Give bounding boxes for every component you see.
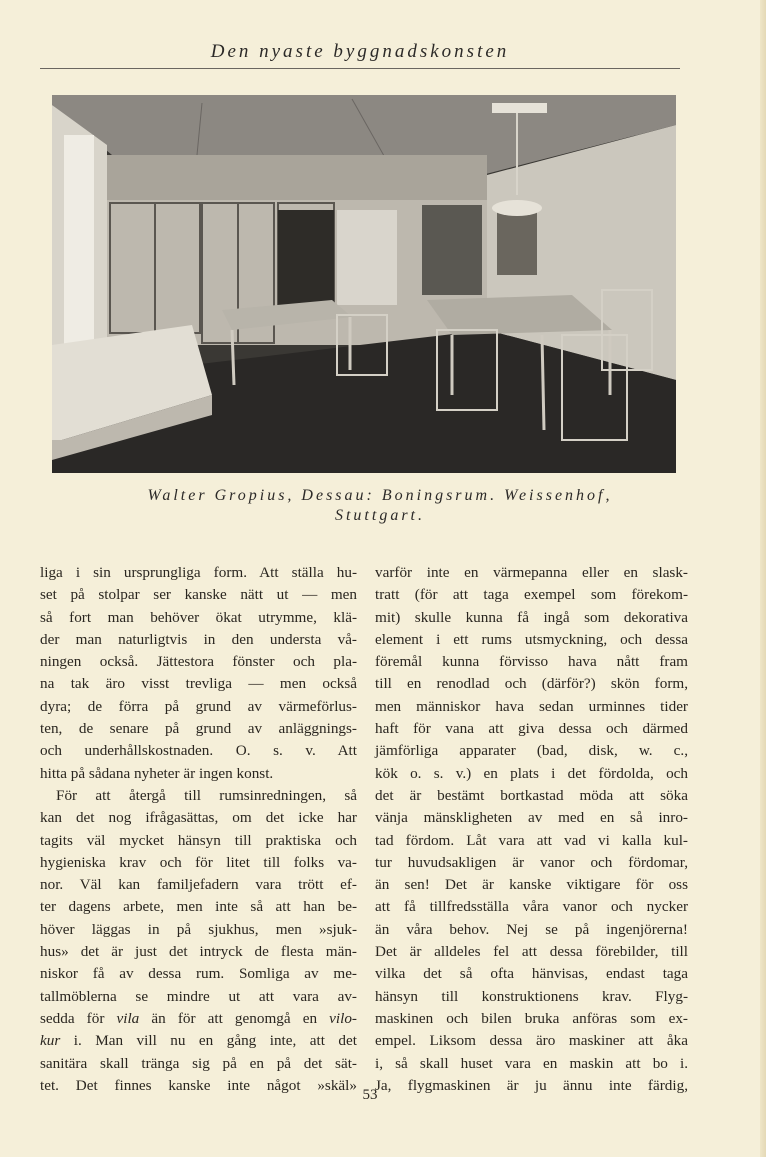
text-line: nor. Väl kan familjefadern vara trött ef- — [40, 876, 357, 894]
text-line: i, så skall huset vara en maskin att bo i. — [375, 1054, 688, 1072]
text-line: föremål kunna förvisso hava nått fram — [375, 653, 688, 671]
text-line: tratt (för att taga exempel som förekom- — [375, 586, 688, 604]
text-line: kan det nog ifrågasättas, om det icke har — [40, 809, 357, 827]
text-line: Det är alldeles fel att dessa förebilder, till — [375, 943, 688, 961]
interior-photograph — [52, 95, 676, 473]
page-edge — [760, 0, 766, 1157]
text-line: men människor hava sedan urminnes tider — [375, 697, 688, 715]
caption-line-1: Walter Gropius, Dessau: Boningsrum. Weissenhof, — [147, 487, 613, 504]
text-line: kök o. s. v.) en plats i det fördolda, och — [375, 764, 688, 782]
left-column — [40, 562, 357, 1097]
text-line: till en renodlad och (därför?) skön form, — [375, 675, 688, 693]
text-line: maskinen och bilen bruka anföras som ex- — [375, 1009, 688, 1027]
figure-caption — [60, 486, 700, 526]
text-line: ningen också. Jättestora fönster och pla- — [40, 653, 357, 671]
text-line: ter dagens arbete, men inte så att han be- — [40, 898, 357, 916]
text-line: haft för vana att giva dessa och därmed — [375, 720, 688, 738]
text-line: na tak äro visst trevliga — men också — [40, 675, 357, 693]
text-line: Ja, flygmaskinen är ju ännu inte färdig, — [375, 1076, 688, 1094]
text-line: empel. Liksom dessa äro maskiner att åka — [375, 1032, 688, 1050]
text-line: set på stolpar ser kanske nätt ut — men — [40, 586, 357, 604]
text-line: tallmöblerna se mindre ut att vara av- — [40, 987, 357, 1005]
text-line: än våra behov. Nej se på ingenjörerna! — [375, 920, 688, 938]
text-line: än sen! Det är kanske viktigare för oss — [375, 876, 688, 894]
right-column — [375, 562, 688, 1097]
text-line: tagits väl mycket hänsyn till praktiska och — [40, 831, 357, 849]
header-rule — [40, 68, 680, 69]
text-line: jämförliga apparater (bad, disk, w. c., — [375, 742, 688, 760]
text-line: hänsyn till konstruktionens krav. Flyg- — [375, 987, 688, 1005]
text-line: sedda för vila än för att genomgå en vilo- — [40, 1009, 357, 1027]
running-head: Den nyaste byggnadskonsten — [210, 41, 510, 62]
text-line: vilka det så ofta hänvisas, endast taga — [375, 965, 688, 983]
text-line: liga i sin ursprungliga form. Att ställa hu- — [40, 564, 357, 581]
text-line: tad fördom. Låt vara att vad vi kalla kul- — [375, 831, 688, 849]
text-line: tur huvudsakligen är vanor och fördomar, — [375, 853, 688, 871]
caption-line-2: Stuttgart. — [334, 507, 425, 524]
text-line: att få tillfredsställa våra vanor och nycker — [375, 898, 688, 916]
text-line: der man naturligtvis in den understa vå- — [40, 630, 357, 648]
text-line: hus» det är just det intryck de flesta män- — [40, 943, 357, 961]
text-line: tet. Det finnes kanske inte något »skäl» — [40, 1076, 357, 1094]
text-line: element i ett rums utsmyckning, och dessa — [375, 630, 688, 648]
text-line: ten, de senare på grund av anläggnings- — [40, 720, 357, 738]
text-line: hygieniska krav och för litet till folks va- — [40, 853, 357, 871]
text-line: dyra; de förra på grund av värmeförlus- — [40, 697, 357, 715]
text-line: så fort man behöver ökat utrymme, klä- — [40, 608, 357, 626]
text-line: sanitära skall tränga sig på en på det sät- — [40, 1054, 357, 1072]
text-line: hitta på sådana nyheter är ingen konst. — [40, 764, 274, 782]
text-line: För att återgå till rumsinredningen, så — [56, 786, 357, 804]
text-line: varför inte en värmepanna eller en slask- — [375, 564, 688, 581]
text-line: niskor få av dessa rum. Somliga av me- — [40, 965, 357, 983]
text-line: det är bestämt bortkastad möda att söka — [375, 786, 688, 804]
text-line: vänja mänskligheten av med en så inro- — [375, 809, 688, 827]
page-number: 53 — [362, 1087, 378, 1103]
text-line: höver läggas in på sjukhus, men »sjuk- — [40, 920, 357, 938]
text-line: och underhållskostnaden. O. s. v. Att — [40, 742, 357, 760]
text-line: kur i. Man vill nu en gång inte, att det — [40, 1032, 357, 1050]
text-line: mit) skulle kunna få ingå som dekorativa — [375, 608, 688, 626]
